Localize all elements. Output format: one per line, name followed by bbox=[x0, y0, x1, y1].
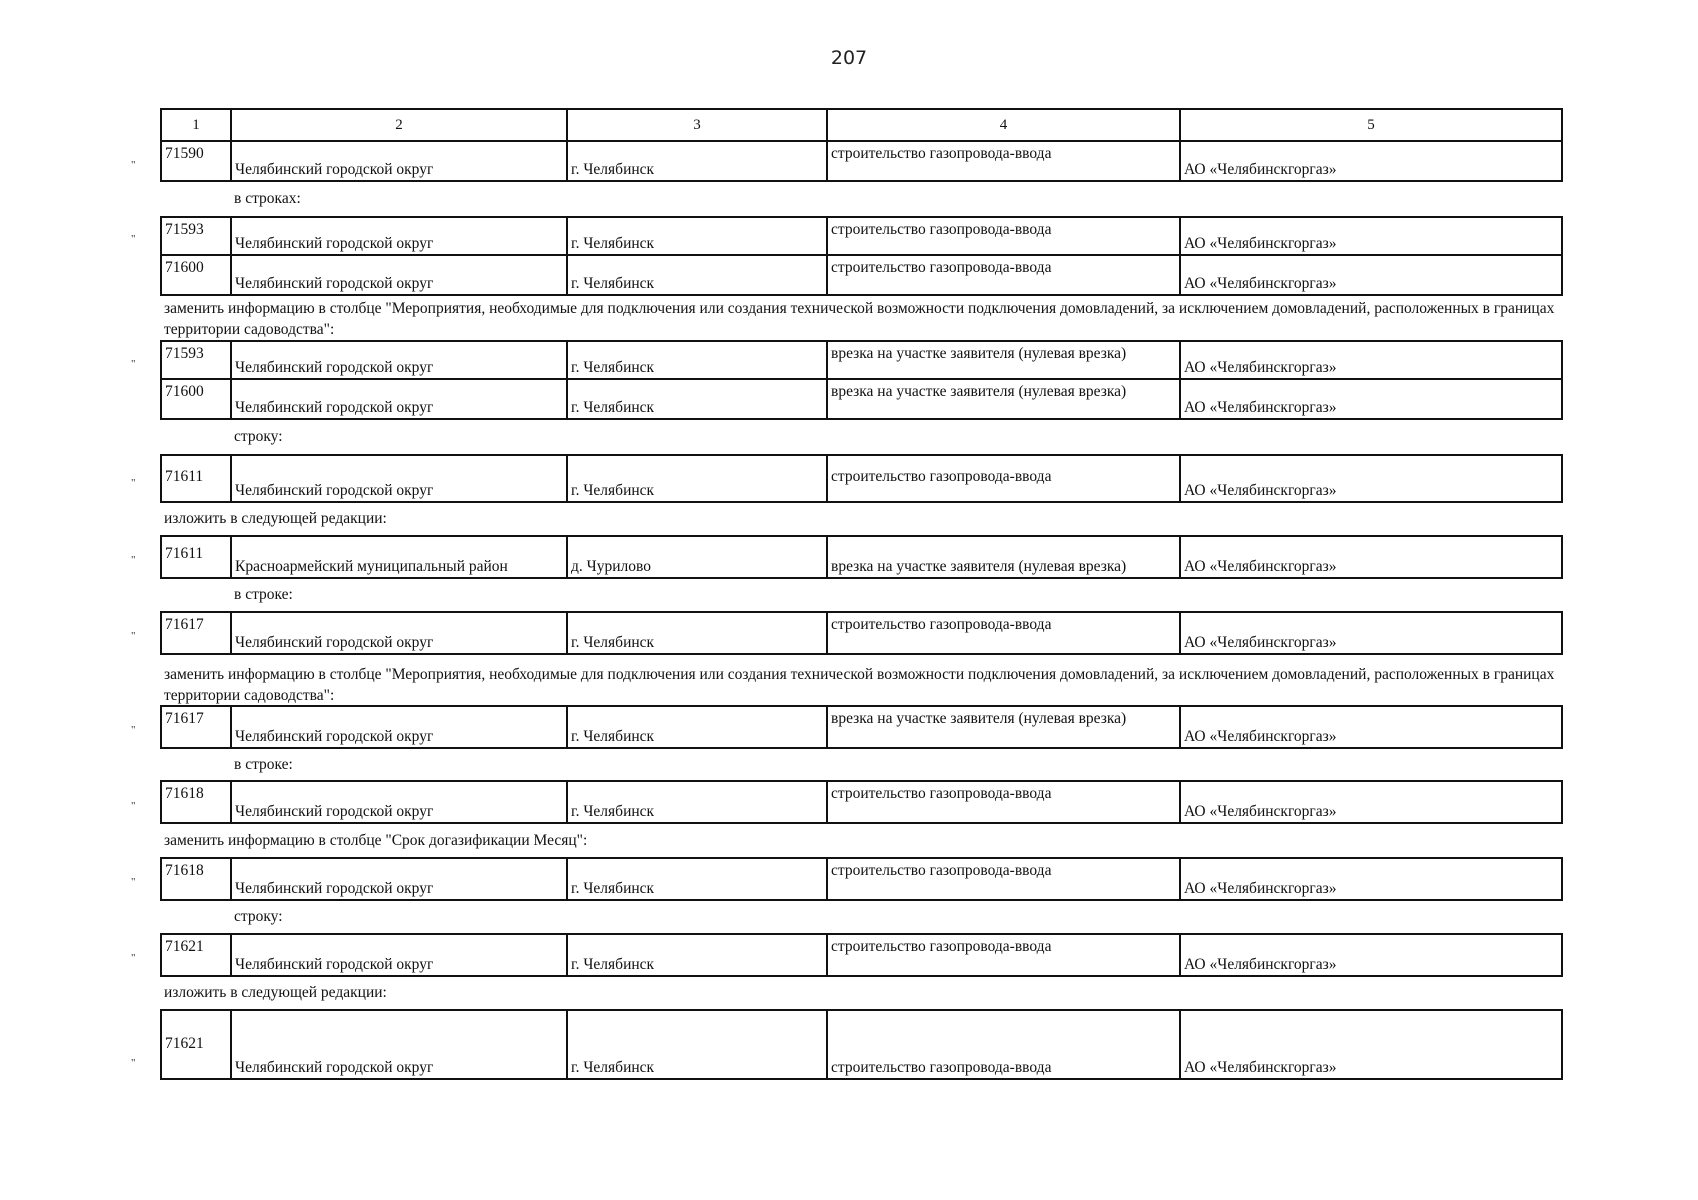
measure: строительство газопровода-ввода bbox=[831, 259, 1052, 276]
organization: АО «Челябинскгоргаз» bbox=[1184, 275, 1337, 292]
table-row bbox=[162, 342, 1561, 380]
amendment-table-9 bbox=[160, 857, 1563, 901]
column-header-3: 3 bbox=[568, 110, 828, 140]
settlement: г. Челябинск bbox=[571, 956, 655, 973]
measure: строительство газопровода-ввода bbox=[831, 785, 1052, 802]
district: Челябинский городской округ bbox=[235, 482, 434, 499]
row-number: 71618 bbox=[165, 785, 204, 802]
district-cell bbox=[232, 342, 568, 378]
measure-cell bbox=[828, 380, 1181, 418]
district: Челябинский городской округ bbox=[235, 880, 434, 897]
district: Челябинский городской округ bbox=[235, 161, 434, 178]
table-row bbox=[162, 142, 1561, 180]
amendment-table-8 bbox=[160, 780, 1563, 824]
row-number-cell bbox=[162, 142, 232, 180]
row-quote-mark: " bbox=[131, 876, 136, 888]
row-quote-mark: " bbox=[131, 1057, 136, 1069]
measure: строительство газопровода-ввода bbox=[831, 145, 1052, 162]
instruction-text: заменить информацию в столбце "Срок догазификации Месяц": bbox=[164, 832, 588, 849]
measure: строительство газопровода-ввода bbox=[831, 468, 1052, 485]
row-number-cell bbox=[162, 1011, 232, 1078]
organization: АО «Челябинскгоргаз» bbox=[1184, 880, 1337, 897]
table-row bbox=[162, 707, 1561, 747]
settlement-cell bbox=[568, 613, 828, 653]
settlement: г. Челябинск bbox=[571, 359, 655, 376]
row-quote-mark: " bbox=[131, 800, 136, 812]
column-header-5: 5 bbox=[1367, 117, 1375, 133]
row-quote-mark: " bbox=[131, 630, 136, 642]
district-cell bbox=[232, 380, 568, 418]
district: Челябинский городской округ bbox=[235, 634, 434, 651]
row-quote-mark: " bbox=[131, 724, 136, 736]
district: Челябинский городской округ bbox=[235, 235, 434, 252]
table-row bbox=[162, 537, 1561, 577]
settlement-cell bbox=[568, 707, 828, 747]
measure-cell bbox=[828, 707, 1181, 747]
measure-cell bbox=[828, 935, 1181, 975]
row-number: 71611 bbox=[165, 468, 204, 485]
district-cell bbox=[232, 218, 568, 254]
settlement-cell bbox=[568, 342, 828, 378]
row-number-cell bbox=[162, 256, 232, 294]
settlement: г. Челябинск bbox=[571, 399, 655, 416]
district-cell bbox=[232, 782, 568, 822]
table-row bbox=[162, 218, 1561, 256]
settlement-cell bbox=[568, 256, 828, 294]
measure-cell bbox=[828, 142, 1181, 180]
district: Челябинский городской округ bbox=[235, 359, 434, 376]
row-number: 71621 bbox=[165, 1035, 204, 1052]
organization: АО «Челябинскгоргаз» bbox=[1184, 1059, 1337, 1076]
measure-cell bbox=[828, 1011, 1181, 1078]
row-number: 71611 bbox=[165, 545, 204, 562]
organization-cell bbox=[1181, 1011, 1561, 1078]
settlement-cell bbox=[568, 1011, 828, 1078]
instruction-text: изложить в следующей редакции: bbox=[164, 984, 387, 1001]
amendment-table-3 bbox=[160, 340, 1563, 420]
row-number: 71617 bbox=[165, 616, 204, 633]
instruction-text: в строке: bbox=[234, 586, 293, 603]
measure: строительство газопровода-ввода bbox=[831, 862, 1052, 879]
organization-cell bbox=[1181, 342, 1561, 378]
instruction-text: строку: bbox=[234, 428, 283, 445]
table-row bbox=[162, 256, 1561, 294]
settlement: г. Челябинск bbox=[571, 728, 655, 745]
measure-cell bbox=[828, 256, 1181, 294]
instruction-text: в строках: bbox=[234, 190, 301, 207]
measure-cell bbox=[828, 218, 1181, 254]
amendment-table-11 bbox=[160, 1009, 1563, 1080]
district-cell bbox=[232, 142, 568, 180]
district: Челябинский городской округ bbox=[235, 803, 434, 820]
measure-cell bbox=[828, 859, 1181, 899]
organization: АО «Челябинскгоргаз» bbox=[1184, 558, 1337, 575]
organization: АО «Челябинскгоргаз» bbox=[1184, 956, 1337, 973]
table-row bbox=[162, 782, 1561, 822]
measure: строительство газопровода-ввода bbox=[831, 938, 1052, 955]
amendment-table-10 bbox=[160, 933, 1563, 977]
amendment-table-7 bbox=[160, 705, 1563, 749]
instruction-text: заменить информацию в столбце "Мероприятия, необходимые для подключения или создания технической возможности подключения домовладений, за исключением домовладений, расположенных в границах территории садоводства": bbox=[164, 300, 1555, 338]
table-row bbox=[162, 380, 1561, 418]
settlement-cell bbox=[568, 859, 828, 899]
row-number: 71618 bbox=[165, 862, 204, 879]
row-number: 71593 bbox=[165, 345, 204, 362]
settlement: г. Челябинск bbox=[571, 161, 655, 178]
column-header-row bbox=[162, 110, 1561, 142]
district: Красноармейский муниципальный район bbox=[235, 558, 508, 575]
organization-cell bbox=[1181, 613, 1561, 653]
organization-cell bbox=[1181, 782, 1561, 822]
amendment-table-6 bbox=[160, 611, 1563, 655]
district-cell bbox=[232, 537, 568, 577]
settlement-cell bbox=[568, 935, 828, 975]
row-number-cell bbox=[162, 859, 232, 899]
row-number-cell bbox=[162, 342, 232, 378]
measure-cell bbox=[828, 342, 1181, 378]
district-cell bbox=[232, 256, 568, 294]
table-row bbox=[162, 1011, 1561, 1078]
row-quote-mark: " bbox=[131, 477, 136, 489]
amendment-table-2 bbox=[160, 216, 1563, 296]
measure: врезка на участке заявителя (нулевая врезка) bbox=[831, 558, 1127, 575]
row-number: 71600 bbox=[165, 383, 204, 400]
measure: врезка на участке заявителя (нулевая врезка) bbox=[831, 710, 1127, 727]
table-row bbox=[162, 613, 1561, 653]
organization-cell bbox=[1181, 256, 1561, 294]
row-quote-mark: " bbox=[131, 233, 136, 245]
district: Челябинский городской округ bbox=[235, 1059, 434, 1076]
row-number-cell bbox=[162, 707, 232, 747]
settlement-cell bbox=[568, 380, 828, 418]
table-row bbox=[162, 456, 1561, 501]
district: Челябинский городской округ bbox=[235, 275, 434, 292]
settlement-cell bbox=[568, 456, 828, 501]
row-number: 71593 bbox=[165, 221, 204, 238]
organization: АО «Челябинскгоргаз» bbox=[1184, 359, 1337, 376]
settlement: г. Челябинск bbox=[571, 275, 655, 292]
amendment-table-5 bbox=[160, 535, 1563, 579]
district: Челябинский городской округ bbox=[235, 728, 434, 745]
district-cell bbox=[232, 707, 568, 747]
column-header-1: 1 bbox=[162, 110, 232, 140]
organization-cell bbox=[1181, 142, 1561, 180]
settlement: г. Челябинск bbox=[571, 235, 655, 252]
row-quote-mark: " bbox=[131, 952, 136, 964]
row-number-cell bbox=[162, 380, 232, 418]
district: Челябинский городской округ bbox=[235, 956, 434, 973]
settlement-cell bbox=[568, 782, 828, 822]
column-header-2: 2 bbox=[232, 110, 568, 140]
page-number: 207 bbox=[830, 47, 868, 69]
district-cell bbox=[232, 613, 568, 653]
row-number: 71617 bbox=[165, 710, 204, 727]
measure-cell bbox=[828, 613, 1181, 653]
row-quote-mark: " bbox=[131, 554, 136, 566]
district-cell bbox=[232, 935, 568, 975]
settlement: г. Челябинск bbox=[571, 880, 655, 897]
district-cell bbox=[232, 859, 568, 899]
organization: АО «Челябинскгоргаз» bbox=[1184, 634, 1337, 651]
district-cell bbox=[232, 456, 568, 501]
measure: врезка на участке заявителя (нулевая врезка) bbox=[831, 345, 1127, 362]
row-number-cell bbox=[162, 537, 232, 577]
organization: АО «Челябинскгоргаз» bbox=[1184, 728, 1337, 745]
organization-cell bbox=[1181, 707, 1561, 747]
instruction-text: заменить информацию в столбце "Мероприятия, необходимые для подключения или создания технической возможности подключения домовладений, за исключением домовладений, расположенных в границах территории садоводства": bbox=[164, 666, 1555, 704]
row-number-cell bbox=[162, 935, 232, 975]
row-number: 71600 bbox=[165, 259, 204, 276]
settlement-cell bbox=[568, 142, 828, 180]
organization-cell bbox=[1181, 537, 1561, 577]
instruction-text: в строке: bbox=[234, 756, 293, 773]
organization-cell bbox=[1181, 935, 1561, 975]
measure-cell bbox=[828, 782, 1181, 822]
organization-cell bbox=[1181, 380, 1561, 418]
organization-cell bbox=[1181, 218, 1561, 254]
instruction-text: строку: bbox=[234, 908, 283, 925]
district-cell bbox=[232, 1011, 568, 1078]
row-number-cell bbox=[162, 613, 232, 653]
measure-cell bbox=[828, 537, 1181, 577]
row-number-cell bbox=[162, 782, 232, 822]
organization: АО «Челябинскгоргаз» bbox=[1184, 161, 1337, 178]
measure: строительство газопровода-ввода bbox=[831, 221, 1052, 238]
settlement: г. Челябинск bbox=[571, 634, 655, 651]
row-number: 71621 bbox=[165, 938, 204, 955]
amendment-table-4 bbox=[160, 454, 1563, 503]
measure-cell bbox=[828, 456, 1181, 501]
row-quote-mark: " bbox=[131, 358, 136, 370]
table-row bbox=[162, 859, 1561, 899]
row-number-cell bbox=[162, 218, 232, 254]
organization-cell bbox=[1181, 859, 1561, 899]
settlement: д. Чурилово bbox=[571, 558, 651, 575]
row-quote-mark: " bbox=[131, 159, 136, 171]
column-header-4: 4 bbox=[828, 110, 1181, 140]
measure: строительство газопровода-ввода bbox=[831, 1059, 1052, 1076]
district: Челябинский городской округ bbox=[235, 399, 434, 416]
settlement-cell bbox=[568, 537, 828, 577]
organization: АО «Челябинскгоргаз» bbox=[1184, 803, 1337, 820]
organization-cell bbox=[1181, 456, 1561, 501]
measure: врезка на участке заявителя (нулевая врезка) bbox=[831, 383, 1127, 400]
row-number-cell bbox=[162, 456, 232, 501]
row-number: 71590 bbox=[165, 145, 204, 162]
measure: строительство газопровода-ввода bbox=[831, 616, 1052, 633]
table-row bbox=[162, 935, 1561, 975]
organization: АО «Челябинскгоргаз» bbox=[1184, 235, 1337, 252]
settlement-cell bbox=[568, 218, 828, 254]
instruction-text: изложить в следующей редакции: bbox=[164, 510, 387, 527]
settlement: г. Челябинск bbox=[571, 482, 655, 499]
organization: АО «Челябинскгоргаз» bbox=[1184, 482, 1337, 499]
organization: АО «Челябинскгоргаз» bbox=[1184, 399, 1337, 416]
amendment-table-1 bbox=[160, 108, 1563, 182]
settlement: г. Челябинск bbox=[571, 803, 655, 820]
settlement: г. Челябинск bbox=[571, 1059, 655, 1076]
